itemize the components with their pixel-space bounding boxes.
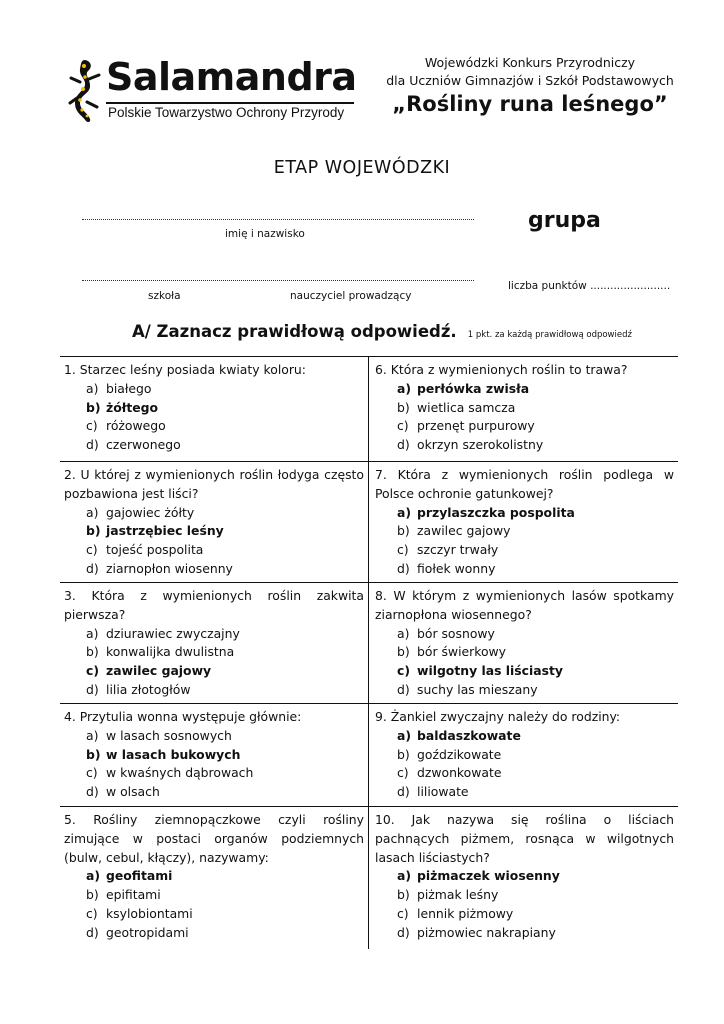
option-text: lilia złotogłów [106,681,191,697]
question-text: 7. Która z wymienionych roślin podlega w Polsce ochronie gatunkowej? [375,467,674,501]
option-key: b) [397,887,410,903]
answer-option[interactable] [86,746,364,765]
option-text: w olsach [106,784,160,800]
option-text: geotropidami [106,924,189,940]
option-text: epifitami [106,887,161,903]
salamandra-logo [68,55,358,124]
answer-option[interactable] [86,764,364,783]
option-text: zawilec gajowy [417,523,511,539]
option-key: b) [86,887,99,903]
option-key: b) [86,399,101,415]
contest-title: „Rośliny runa leśnego” [392,92,668,116]
answer-option[interactable] [86,867,364,886]
option-text: perłówka zwisła [417,380,530,396]
option-key: c) [397,542,409,558]
option-key: d) [86,784,99,800]
answer-option[interactable] [397,746,674,765]
section-note: 1 pkt. za każdą prawidłową odpowiedź [467,330,632,340]
option-text: zawilec gajowy [106,663,212,679]
option-text: wilgotny las liściasty [417,663,563,679]
option-text: piżmaczek wiosenny [417,868,560,884]
option-text: różowego [106,418,166,434]
question-2 [60,462,369,582]
answer-options [86,504,364,579]
answer-option[interactable] [397,522,674,541]
option-key: c) [397,418,409,434]
school-teacher-field-line[interactable] [82,280,474,281]
answer-option[interactable] [86,436,364,455]
answer-option[interactable] [397,436,674,455]
option-text: ksylobiontami [106,905,193,921]
option-key: d) [86,924,99,940]
question-text: 1. Starzec leśny posiada kwiaty koloru: [64,362,306,377]
option-text: piżmowiec nakrapiany [417,924,556,940]
answer-options [397,504,674,579]
stage-title: ETAP WOJEWÓDZKI [273,158,451,178]
option-text: lennik piżmowy [417,905,514,921]
answer-option[interactable] [397,783,674,802]
option-text: jastrzębiec leśny [106,523,224,539]
answer-option[interactable] [86,643,364,662]
question-text: 8. W którym z wymienionych lasów spotkamy ziarnopłona wiosennego? [375,588,674,622]
question-10 [369,807,678,949]
option-key: b) [86,746,101,762]
option-key: d) [86,681,99,697]
option-key: d) [397,784,410,800]
answer-option[interactable] [397,681,674,700]
answer-option[interactable] [397,924,674,943]
question-text: 5. Rośliny ziemnopączkowe czyli rośliny zimujące w postaci organów podziemnych (bulw, cebul, kłączy), nazywamy: [64,812,364,865]
answer-options [397,380,674,455]
answer-option[interactable] [397,417,674,436]
contest-line-1: Wojewódzki Konkurs Przyrodniczy [424,55,636,70]
answer-option[interactable] [86,417,364,436]
answer-option[interactable] [397,764,674,783]
question-row [60,806,678,949]
option-key: b) [397,644,410,660]
school-label: szkoła [148,290,181,302]
option-text: konwalijka dwulistna [106,644,235,660]
answer-option[interactable] [86,727,364,746]
option-text: baldaszkowate [417,727,521,743]
option-key: b) [397,399,410,415]
answer-option[interactable] [86,399,364,418]
answer-option[interactable] [397,399,674,418]
question-row [60,582,678,703]
answer-option[interactable] [397,727,674,746]
answer-options [397,727,674,802]
question-7 [369,462,678,582]
option-key: c) [86,905,98,921]
question-row [60,461,678,582]
answer-options [86,380,364,455]
points-field[interactable]: liczba punktów ........................ [508,280,671,292]
answer-options [397,625,674,700]
option-key: a) [86,625,99,641]
question-text: 9. Żankiel zwyczajny należy do rodziny: [375,709,621,724]
option-key: a) [397,727,412,743]
answer-option[interactable] [397,662,674,681]
answer-option[interactable] [86,625,364,644]
option-text: przenęt purpurowy [417,418,535,434]
option-text: w lasach sosnowych [106,727,232,743]
question-text: 6. Która z wymienionych roślin to trawa? [375,362,628,377]
option-text: dziurawiec zwyczajny [106,625,240,641]
answer-options [86,727,364,802]
option-key: d) [86,437,99,453]
option-key: d) [397,437,410,453]
question-8 [369,583,678,703]
option-text: żółtego [106,399,159,415]
logo-subtitle: Polskie Towarzystwo Ochrony Przyrody [108,105,345,120]
question-grid [60,356,678,949]
option-key: d) [397,560,410,576]
group-label: grupa [528,208,601,233]
option-text: bór świerkowy [417,644,507,660]
question-text: 4. Przytulia wonna występuje głównie: [64,709,302,724]
option-key: b) [397,523,410,539]
teacher-label: nauczyciel prowadzący [290,290,412,302]
option-key: a) [397,868,412,884]
answer-option[interactable] [397,504,674,523]
option-text: przylaszczka pospolita [417,504,575,520]
answer-option[interactable] [397,560,674,579]
option-text: w kwaśnych dąbrowach [106,765,254,781]
option-text: białego [106,380,152,396]
answer-option[interactable] [397,625,674,644]
option-key: d) [397,924,410,940]
question-text: 3. Która z wymienionych roślin zakwita pierwsza? [64,588,364,622]
answer-option[interactable] [397,541,674,560]
option-text: szczyr trwały [417,542,499,558]
option-key: a) [86,868,101,884]
question-row [60,703,678,806]
question-4 [60,704,369,806]
question-1 [60,357,369,461]
answer-option[interactable] [86,380,364,399]
question-text: 2. U której z wymienionych roślin łodyga często pozbawiona jest liści? [64,467,364,501]
answer-option[interactable] [397,886,674,905]
option-text: suchy las mieszany [417,681,538,697]
contest-heading [380,54,680,90]
name-label: imię i nazwisko [225,228,305,240]
answer-option[interactable] [86,541,364,560]
question-5 [60,807,369,949]
option-key: c) [397,663,411,679]
option-text: tojeść pospolita [106,542,204,558]
option-key: d) [397,681,410,697]
option-key: a) [86,504,99,520]
option-text: piżmak leśny [417,887,499,903]
option-text: okrzyn szerokolistny [417,437,544,453]
section-title: A/ Zaznacz prawidłową odpowiedź. [132,322,457,341]
option-text: bór sosnowy [417,625,495,641]
logo-rule [106,102,354,104]
option-text: wietlica samcza [417,399,516,415]
question-3 [60,583,369,703]
option-text: goździkowate [417,746,502,762]
option-key: c) [397,765,409,781]
option-text: ziarnopłon wiosenny [106,560,233,576]
option-key: a) [397,380,412,396]
option-key: c) [86,542,98,558]
question-9 [369,704,678,806]
answer-option[interactable] [86,886,364,905]
option-key: c) [397,905,409,921]
option-key: c) [86,418,98,434]
option-key: a) [86,380,99,396]
answer-option[interactable] [86,504,364,523]
salamander-icon [68,58,102,124]
answer-option[interactable] [86,924,364,943]
question-text: 10. Jak nazywa się roślina o liściach pachnących piżmem, rosnąca w wilgotnych lasach liściastych? [375,812,674,865]
option-key: c) [86,765,98,781]
option-key: d) [86,560,99,576]
answer-option[interactable] [397,905,674,924]
option-text: w lasach bukowych [106,746,241,762]
answer-option[interactable] [397,643,674,662]
option-key: a) [397,504,412,520]
answer-option[interactable] [397,867,674,886]
answer-option[interactable] [86,560,364,579]
option-key: a) [397,625,410,641]
name-field-line[interactable] [82,219,474,220]
option-key: b) [397,746,410,762]
answer-option[interactable] [86,905,364,924]
answer-options [86,625,364,700]
option-key: a) [86,727,99,743]
option-text: dzwonkowate [417,765,502,781]
option-key: b) [86,644,99,660]
option-text: fiołek wonny [417,560,496,576]
question-6 [369,357,678,461]
option-text: geofitami [106,868,173,884]
answer-option[interactable] [86,522,364,541]
answer-option[interactable] [86,783,364,802]
answer-option[interactable] [86,681,364,700]
contest-line-2: dla Uczniów Gimnazjów i Szkół Podstawowych [386,73,674,88]
option-text: gajowiec żółty [106,504,195,520]
option-text: liliowate [417,784,469,800]
logo-name: Salamandra [106,55,357,99]
option-key: b) [86,523,101,539]
answer-options [86,867,364,942]
answer-options [397,867,674,942]
section-heading [132,322,632,341]
question-row [60,356,678,461]
answer-option[interactable] [397,380,674,399]
option-key: c) [86,663,100,679]
answer-option[interactable] [86,662,364,681]
option-text: czerwonego [106,437,181,453]
